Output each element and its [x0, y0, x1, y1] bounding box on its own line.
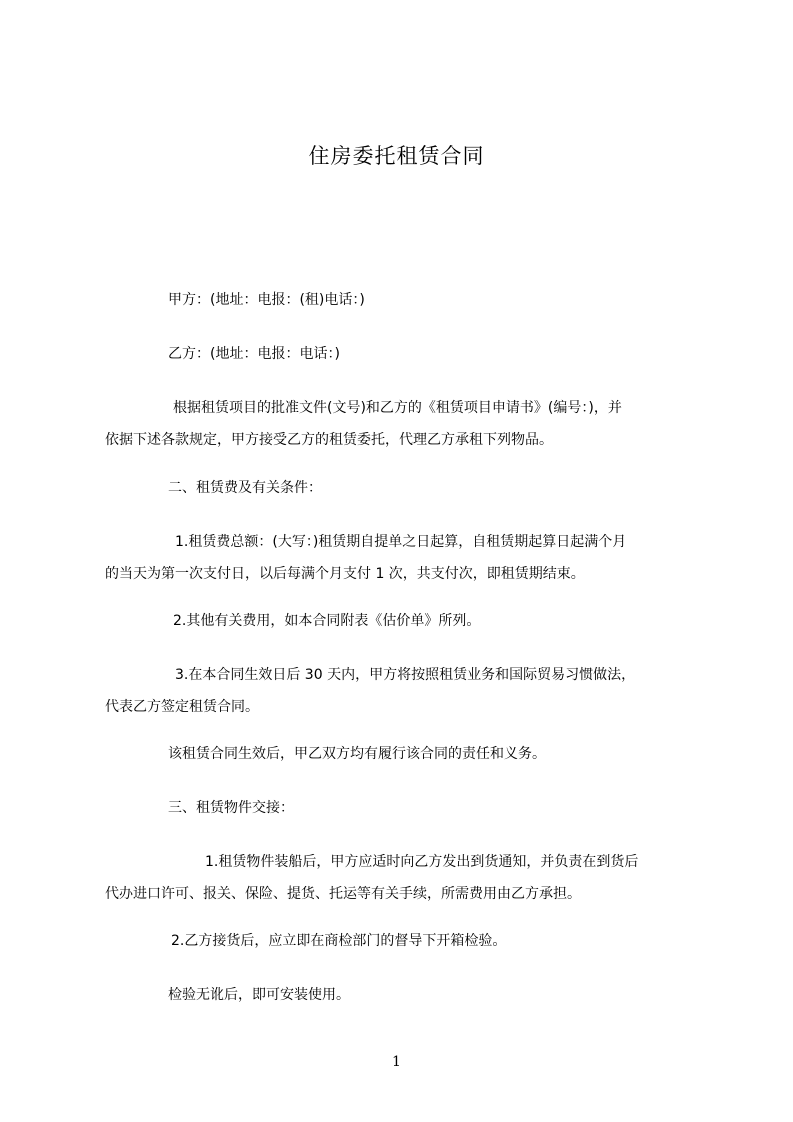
- section-2-item-3-line-1: 3.在本合同生效日后 30 天内，甲方将按照租赁业务和国际贸易习惯做法，: [175, 667, 636, 683]
- contract-title: 住房委托租赁合同: [308, 144, 485, 168]
- section-3-item-1: [105, 846, 700, 910]
- basis-line-1: 根据租赁项目的批准文件(文号)和乙方的《租赁项目申请书》(编号：)，并: [173, 400, 622, 416]
- party-a-line: 甲方：(地址：电报：(租)电话：): [168, 292, 365, 308]
- section-3-item-1-line-2: 代办进口许可、报关、保险、提货、托运等有关手续，所需费用由乙方承担。: [105, 886, 581, 902]
- section-3-item-1-line-1: 1.租赁物件装船后，甲方应适时向乙方发出到货通知，并负责在到货后: [205, 854, 639, 870]
- basis-line-2: 依据下述各款规定，甲方接受乙方的租赁委托，代理乙方承租下列物品。: [105, 432, 553, 448]
- section-2-item-3: [105, 659, 700, 723]
- basis-paragraph: [105, 392, 700, 456]
- section-2-item-1-line-2: 的当天为第一次支付日，以后每满个月支付 1 次，共支付次，即租赁期结束。: [105, 566, 585, 582]
- section-2-item-1: [105, 526, 700, 590]
- section-2-item-1-line-1: 1.租赁费总额：(大写：)租赁期自提单之日起算，自租赁期起算日起满个月: [175, 534, 627, 550]
- section-2-heading: 二、租赁费及有关条件：: [168, 480, 322, 496]
- section-2-effect: 该租赁合同生效后，甲乙双方均有履行该合同的责任和义务。: [168, 746, 546, 762]
- party-b-line: 乙方：(地址：电报：电话：): [168, 346, 340, 362]
- section-2-item-3-line-2: 代表乙方签定租赁合同。: [105, 699, 259, 715]
- page-number: 1: [392, 1054, 401, 1070]
- section-3-inspection: 检验无讹后，即可安装使用。: [168, 987, 350, 1003]
- section-3-heading: 三、租赁物件交接：: [168, 800, 294, 816]
- section-2-item-2: 2.其他有关费用，如本合同附表《估价单》所列。: [173, 613, 481, 629]
- section-3-item-2: 2.乙方接货后，应立即在商检部门的督导下开箱检验。: [171, 933, 507, 949]
